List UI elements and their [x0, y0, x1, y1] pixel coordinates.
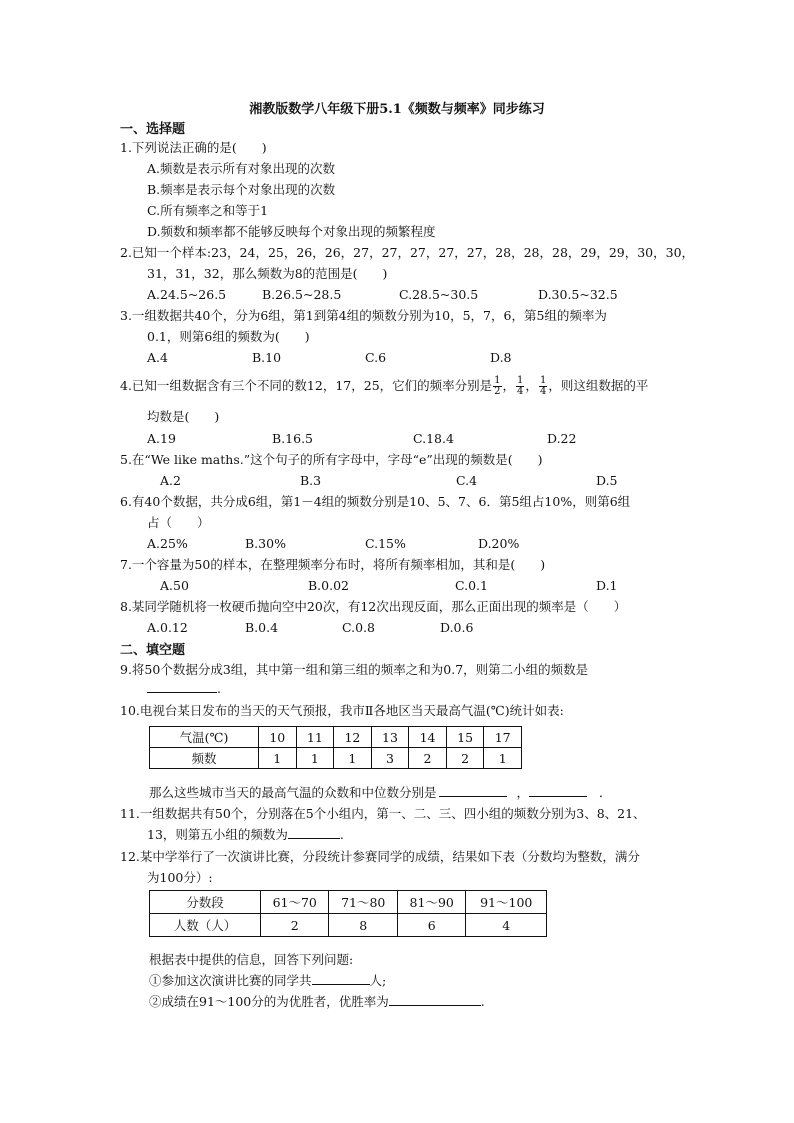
q7-stem: 7.一个容量为50的样本，在整理频率分布时，将所有频率相加，其和是( ): [120, 557, 546, 572]
q3-option-a: A.4: [147, 350, 168, 365]
table-row: 频数 1 1 1 3 2 2 1: [150, 748, 522, 769]
q8-option-d: D.0.6: [440, 620, 474, 635]
q1-option-c: C.所有频率之和等于1: [147, 203, 269, 218]
q2-option-c: C.28.5~30.5: [399, 287, 479, 302]
q7-option-d: D.1: [596, 578, 618, 593]
q5-option-a: A.2: [160, 473, 181, 488]
q10-stem: 10.电视台某日发布的当天的天气预报，我市Ⅱ各地区当天最高气温(℃)统计如表:: [120, 703, 564, 718]
q11-stem-line1: 11.一组数据共有50个，分别落在5个小组内，第一、二、三、四小组的频数分别为3、8、21、: [120, 806, 646, 821]
q6-option-c: C.15%: [365, 536, 406, 551]
q4-fraction-2: $\frac{1}{4}$: [517, 375, 524, 397]
q3-option-b: B.10: [252, 350, 282, 365]
q12-stem-line2: 为100分）:: [147, 870, 213, 885]
q5-option-b: B.3: [300, 473, 322, 488]
q4-stem-post: ，则这组数据的平: [548, 378, 649, 393]
q10-followup: 那么这些城市当天的最高气温的众数和中位数分别是 ， ．: [149, 785, 612, 800]
q1-option-a: A.频数是表示所有对象出现的次数: [147, 161, 336, 176]
q4-fraction-1: $\frac{1}{2}$: [494, 375, 501, 397]
q11-answer-blank[interactable]: [288, 826, 340, 839]
q9-answer-blank[interactable]: [147, 680, 217, 693]
q4-fraction-3: $\frac{1}{4}$: [539, 375, 547, 397]
q8-option-c: C.0.8: [342, 620, 375, 635]
q2-stem-line1: 2.已知一个样本:23，24，25，26，26，27，27，27，27，27，28，28，28，29，29，30，30，: [120, 245, 695, 260]
q8-stem: 8.某同学随机将一枚硬币抛向空中20次，有12次出现反面，那么正面出现的频率是（ ）: [120, 599, 627, 614]
q12-score-table: [149, 890, 547, 937]
table-row: 分数段 61～70 71～80 81～90 91～100: [150, 891, 547, 914]
q8-option-b: B.0.4: [245, 620, 279, 635]
q1-stem: 1.下列说法正确的是( ): [120, 140, 267, 155]
q10-mode-blank[interactable]: [439, 784, 507, 797]
q10-temperature-table: [149, 726, 522, 769]
q12-sub1: ①参加这次演讲比赛的同学共 人;: [149, 973, 387, 988]
q1-option-d: D.频数和频率都不能够反映每个对象出现的频繁程度: [147, 224, 436, 239]
q12-intro: 根据表中提供的信息，回答下列问题:: [149, 952, 354, 967]
q2-option-a: A.24.5~26.5: [147, 287, 227, 302]
page-title: 湘教版数学八年级下册5.1《频数与频率》同步练习: [249, 102, 545, 117]
q12-sub2-blank[interactable]: [389, 993, 481, 1006]
q4-option-b: B.16.5: [272, 431, 313, 446]
q9-stem-line1: 9.将50个数据分成3组，其中第一组和第三组的频率之和为0.7，则第二小组的频数是: [120, 662, 589, 677]
q7-option-a: A.50: [160, 578, 189, 593]
section-heading-fill: 二、填空题: [120, 643, 186, 658]
q7-option-c: C.0.1: [455, 578, 488, 593]
q4-option-a: A.19: [147, 431, 176, 446]
q2-option-d: D.30.5~32.5: [538, 287, 618, 302]
section-heading-choice: 一、选择题: [120, 122, 186, 137]
q6-option-d: D.20%: [478, 536, 520, 551]
q3-option-c: C.6: [365, 350, 387, 365]
q4-stem-line1: 4.已知一组数据含有三个不同的数12，17，25，它们的频率分别是 $\frac{1}{2}$ ， $\frac{1}{4}$ ， $\frac{1}{4}$ ，则这组数据的平: [120, 375, 649, 397]
q3-stem-line2: 0.1，则第6组的频数为( ): [147, 329, 310, 344]
table-row: 人数（人） 2 8 6 4: [150, 914, 547, 937]
q6-stem-line2: 占（ ）: [147, 515, 210, 530]
q8-option-a: A.0.12: [147, 620, 188, 635]
q2-option-b: B.26.5~28.5: [262, 287, 342, 302]
q7-option-b: B.0.02: [308, 578, 349, 593]
q6-stem-line1: 6.有40个数据，共分成6组，第1－4组的频数分别是10、5、7、6．第5组占10%，则第6组: [120, 494, 631, 509]
q11-stem-line2: 13，则第五小组的频数为 .: [147, 827, 344, 842]
q5-stem: 5.在“We like maths.”这个句子的所有字母中，字母“e”出现的频数是( ): [120, 452, 543, 467]
q3-stem-line1: 3.一组数据共40个，分为6组，第1到第4组的频数分别为10，5，7，6，第5组的频率为: [120, 308, 607, 323]
table-row: 气温(℃) 10 11 12 13 14 15 17: [150, 727, 522, 748]
q5-option-d: D.5: [596, 473, 618, 488]
q4-option-c: C.18.4: [413, 431, 454, 446]
q6-option-a: A.25%: [147, 536, 188, 551]
q6-option-b: B.30%: [245, 536, 286, 551]
q4-stem-line2: 均数是( ): [147, 409, 220, 424]
q12-stem-line1: 12.某中学举行了一次演讲比赛，分段统计参赛同学的成绩，结果如下表（分数均为整数，满分: [120, 849, 640, 864]
q12-sub2: ②成绩在91～100分的为优胜者，优胜率为 .: [149, 994, 485, 1009]
q5-option-c: C.4: [456, 473, 478, 488]
q1-option-b: B.频率是表示每个对象出现的次数: [147, 182, 336, 197]
q3-option-d: D.8: [490, 350, 512, 365]
q9-stem-line2: .: [147, 680, 221, 697]
q4-stem-pre: 4.已知一组数据含有三个不同的数12，17，25，它们的频率分别是: [120, 378, 493, 393]
q10-median-blank[interactable]: [529, 784, 587, 797]
q4-option-d: D.22: [547, 431, 577, 446]
q2-stem-line2: 31，31，32，那么频数为8的范围是( ): [147, 266, 388, 281]
q12-sub1-blank[interactable]: [312, 972, 370, 985]
